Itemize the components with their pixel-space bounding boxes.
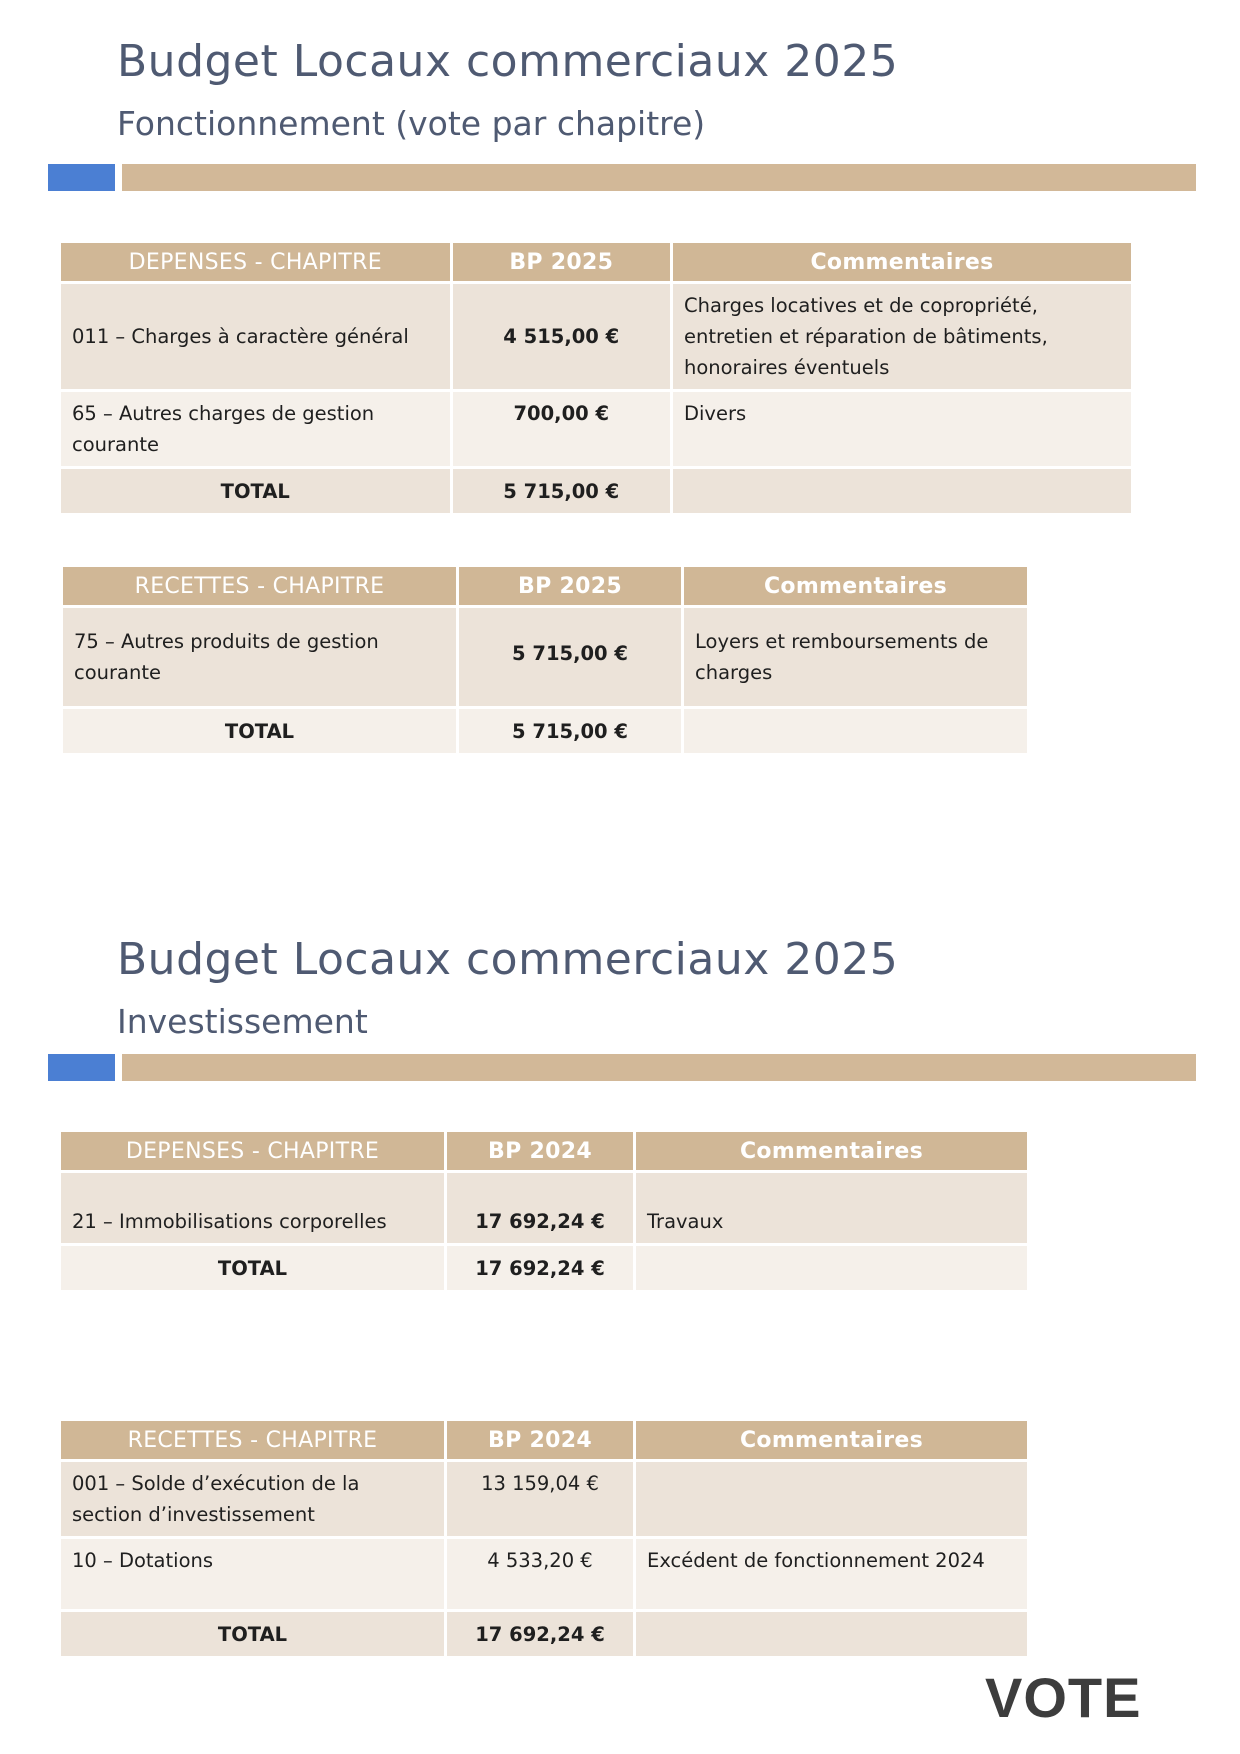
total-comment-cell: [636, 1246, 1027, 1290]
montant-cell: 4 515,00 €: [453, 284, 670, 389]
montant-cell: 700,00 €: [453, 392, 670, 466]
table-row: [61, 284, 1131, 389]
commentaire-cell: Charges locatives et de copropriété, entretien et réparation de bâtiments, honoraires éventuels: [673, 284, 1131, 389]
col-header-bp: BP 2024: [447, 1421, 633, 1459]
section2-accent-tan-bar: [122, 1054, 1196, 1081]
montant-cell: 17 692,24 €: [447, 1173, 633, 1243]
fonctionnement-recettes-table: [60, 564, 1030, 756]
table-row: [61, 392, 1131, 466]
chapitre-cell: 21 – Immobilisations corporelles: [61, 1173, 444, 1243]
section2-title: Budget Locaux commerciaux 2025: [117, 934, 899, 985]
vote-stamp: VOTE: [985, 1666, 1142, 1729]
commentaire-cell: Divers: [673, 392, 1131, 466]
table-row: [61, 1173, 1027, 1243]
total-row: [61, 469, 1131, 513]
total-row: [61, 1246, 1027, 1290]
total-value: 5 715,00 €: [459, 709, 681, 753]
investissement-depenses-table: [58, 1129, 1030, 1293]
col-header-bp: BP 2025: [453, 243, 670, 281]
col-header-commentaires: Commentaires: [636, 1132, 1027, 1170]
montant-cell: 13 159,04 €: [447, 1462, 633, 1536]
total-value: 17 692,24 €: [447, 1246, 633, 1290]
total-value: 17 692,24 €: [447, 1612, 633, 1656]
total-comment-cell: [673, 469, 1131, 513]
table-row: [61, 1539, 1027, 1609]
col-header-commentaires: Commentaires: [684, 567, 1027, 605]
table-row: [61, 1462, 1027, 1536]
total-value: 5 715,00 €: [453, 469, 670, 513]
chapitre-cell: 65 – Autres charges de gestion courante: [61, 392, 450, 466]
col-header-chapitre: DEPENSES - CHAPITRE: [61, 243, 450, 281]
total-row: [63, 709, 1027, 753]
total-label: TOTAL: [61, 1246, 444, 1290]
total-label: TOTAL: [63, 709, 456, 753]
col-header-chapitre: RECETTES - CHAPITRE: [61, 1421, 444, 1459]
section2-accent-blue-bar: [48, 1054, 115, 1081]
chapitre-cell: 10 – Dotations: [61, 1539, 444, 1609]
section1-accent-tan-bar: [122, 164, 1196, 191]
section1-accent-blue-bar: [48, 164, 115, 191]
commentaire-cell: Excédent de fonctionnement 2024: [636, 1539, 1027, 1609]
commentaire-cell: Travaux: [636, 1173, 1027, 1243]
col-header-bp: BP 2024: [447, 1132, 633, 1170]
montant-cell: 4 533,20 €: [447, 1539, 633, 1609]
col-header-chapitre: RECETTES - CHAPITRE: [63, 567, 456, 605]
commentaire-cell: [636, 1462, 1027, 1536]
col-header-bp: BP 2025: [459, 567, 681, 605]
total-comment-cell: [636, 1612, 1027, 1656]
section1-title: Budget Locaux commerciaux 2025: [117, 36, 899, 87]
total-comment-cell: [684, 709, 1027, 753]
total-row: [61, 1612, 1027, 1656]
montant-cell: 5 715,00 €: [459, 608, 681, 706]
col-header-commentaires: Commentaires: [636, 1421, 1027, 1459]
commentaire-cell: Loyers et remboursements de charges: [684, 608, 1027, 706]
col-header-commentaires: Commentaires: [673, 243, 1131, 281]
total-label: TOTAL: [61, 469, 450, 513]
chapitre-cell: 001 – Solde d’exécution de la section d’investissement: [61, 1462, 444, 1536]
chapitre-cell: 75 – Autres produits de gestion courante: [63, 608, 456, 706]
total-label: TOTAL: [61, 1612, 444, 1656]
investissement-recettes-table: [58, 1418, 1030, 1659]
section2-subtitle: Investissement: [117, 1002, 368, 1041]
fonctionnement-depenses-table: [58, 240, 1134, 516]
table-row: [63, 608, 1027, 706]
section1-subtitle: Fonctionnement (vote par chapitre): [117, 104, 706, 143]
col-header-chapitre: DEPENSES - CHAPITRE: [61, 1132, 444, 1170]
chapitre-cell: 011 – Charges à caractère général: [61, 284, 450, 389]
